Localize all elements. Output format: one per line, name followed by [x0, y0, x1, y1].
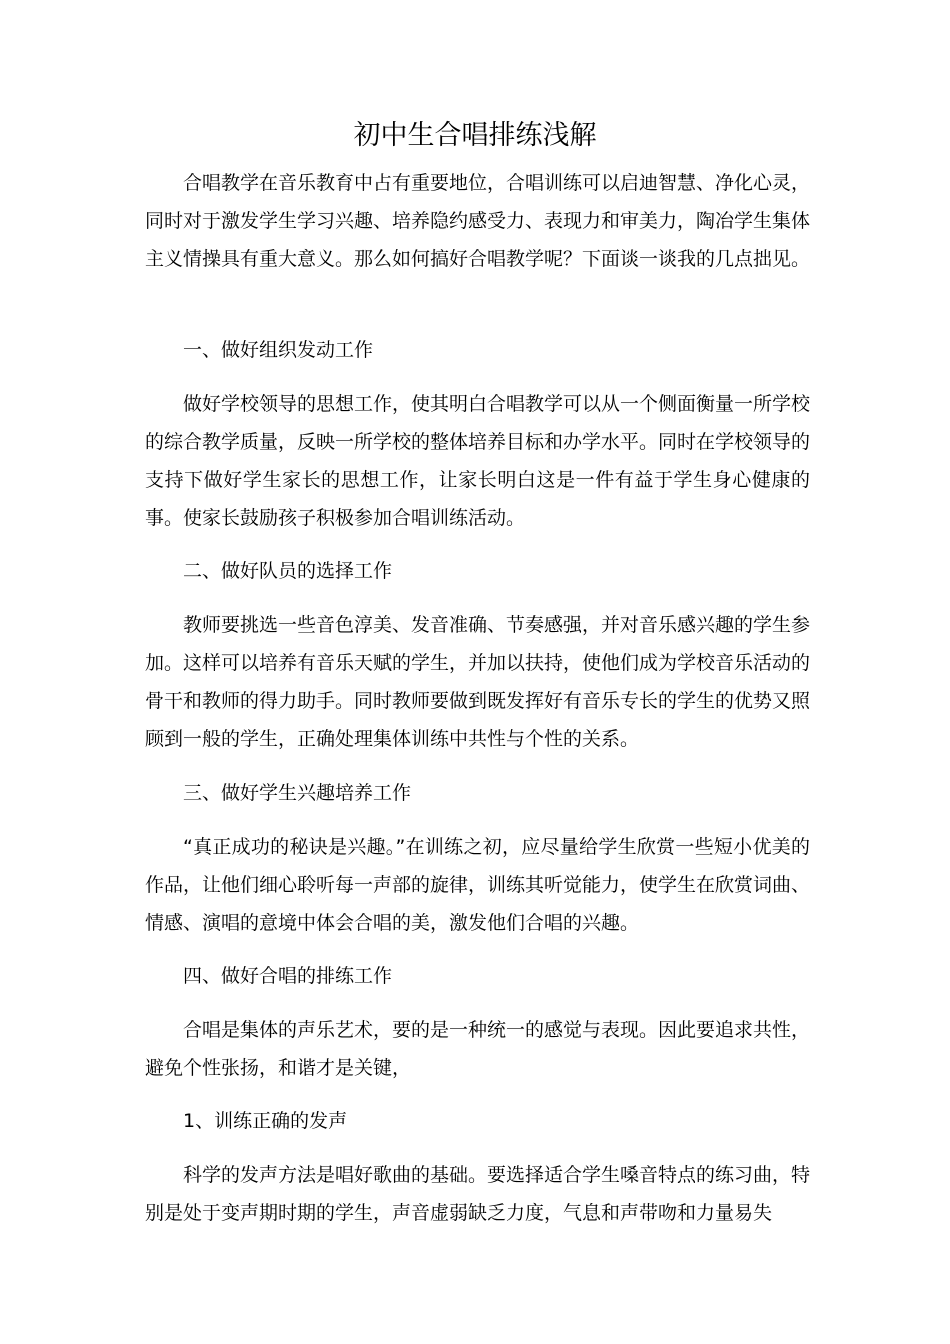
- section-body-2: 教师要挑选一些音色淳美、发音准确、节奏感强，并对音乐感兴趣的学生参加。这样可以培养有音乐天赋的学生，并加以扶持，使他们成为学校音乐活动的骨干和教师的得力助手。同时教师要做到既发挥好有音乐专长的学生的优势又照顾到一般的学生，正确处理集体训练中共性与个性的关系。: [145, 614, 811, 750]
- section-heading-3: 三、做好学生兴趣培养工作: [183, 782, 412, 804]
- section-body-3: “真正成功的秘诀是兴趣。”在训练之初，应尽量给学生欣赏一些短小优美的作品，让他们细心聆听每一声部的旋律，训练其听觉能力，使学生在欣赏词曲、情感、演唱的意境中体会合唱的美，激发他们合唱的兴趣。: [145, 836, 811, 934]
- intro-paragraph: 合唱教学在音乐教育中占有重要地位，合唱训练可以启迪智慧、净化心灵，同时对于激发学生学习兴趣、培养隐约感受力、表现力和审美力，陶冶学生集体主义情操具有重大意义。那么如何搞好合唱教学呢？下面谈一谈我的几点拙见。: [145, 172, 811, 270]
- section-body-5: 科学的发声方法是唱好歌曲的基础。要选择适合学生嗓音特点的练习曲，特别是处于变声期时期的学生，声音虚弱缺乏力度，气息和声带吻和力量易失: [145, 1164, 811, 1224]
- section-heading-4: 四、做好合唱的排练工作: [183, 965, 393, 987]
- section-body-1: 做好学校领导的思想工作，使其明白合唱教学可以从一个侧面衡量一所学校的综合教学质量，反映一所学校的整体培养目标和办学水平。同时在学校领导的支持下做好学生家长的思想工作，让家长明白这是一件有益于学生身心健康的事。使家长鼓励孩子积极参加合唱训练活动。: [145, 393, 811, 529]
- section-heading-2: 二、做好队员的选择工作: [183, 560, 393, 582]
- section-heading-5: 1、训练正确的发声: [183, 1110, 348, 1132]
- section-body-4: 合唱是集体的声乐艺术，要的是一种统一的感觉与表现。因此要追求共性，避免个性张扬，和谐才是关键，: [145, 1019, 811, 1079]
- document-title: 初中生合唱排练浅解: [353, 120, 597, 151]
- section-heading-1: 一、做好组织发动工作: [183, 339, 374, 361]
